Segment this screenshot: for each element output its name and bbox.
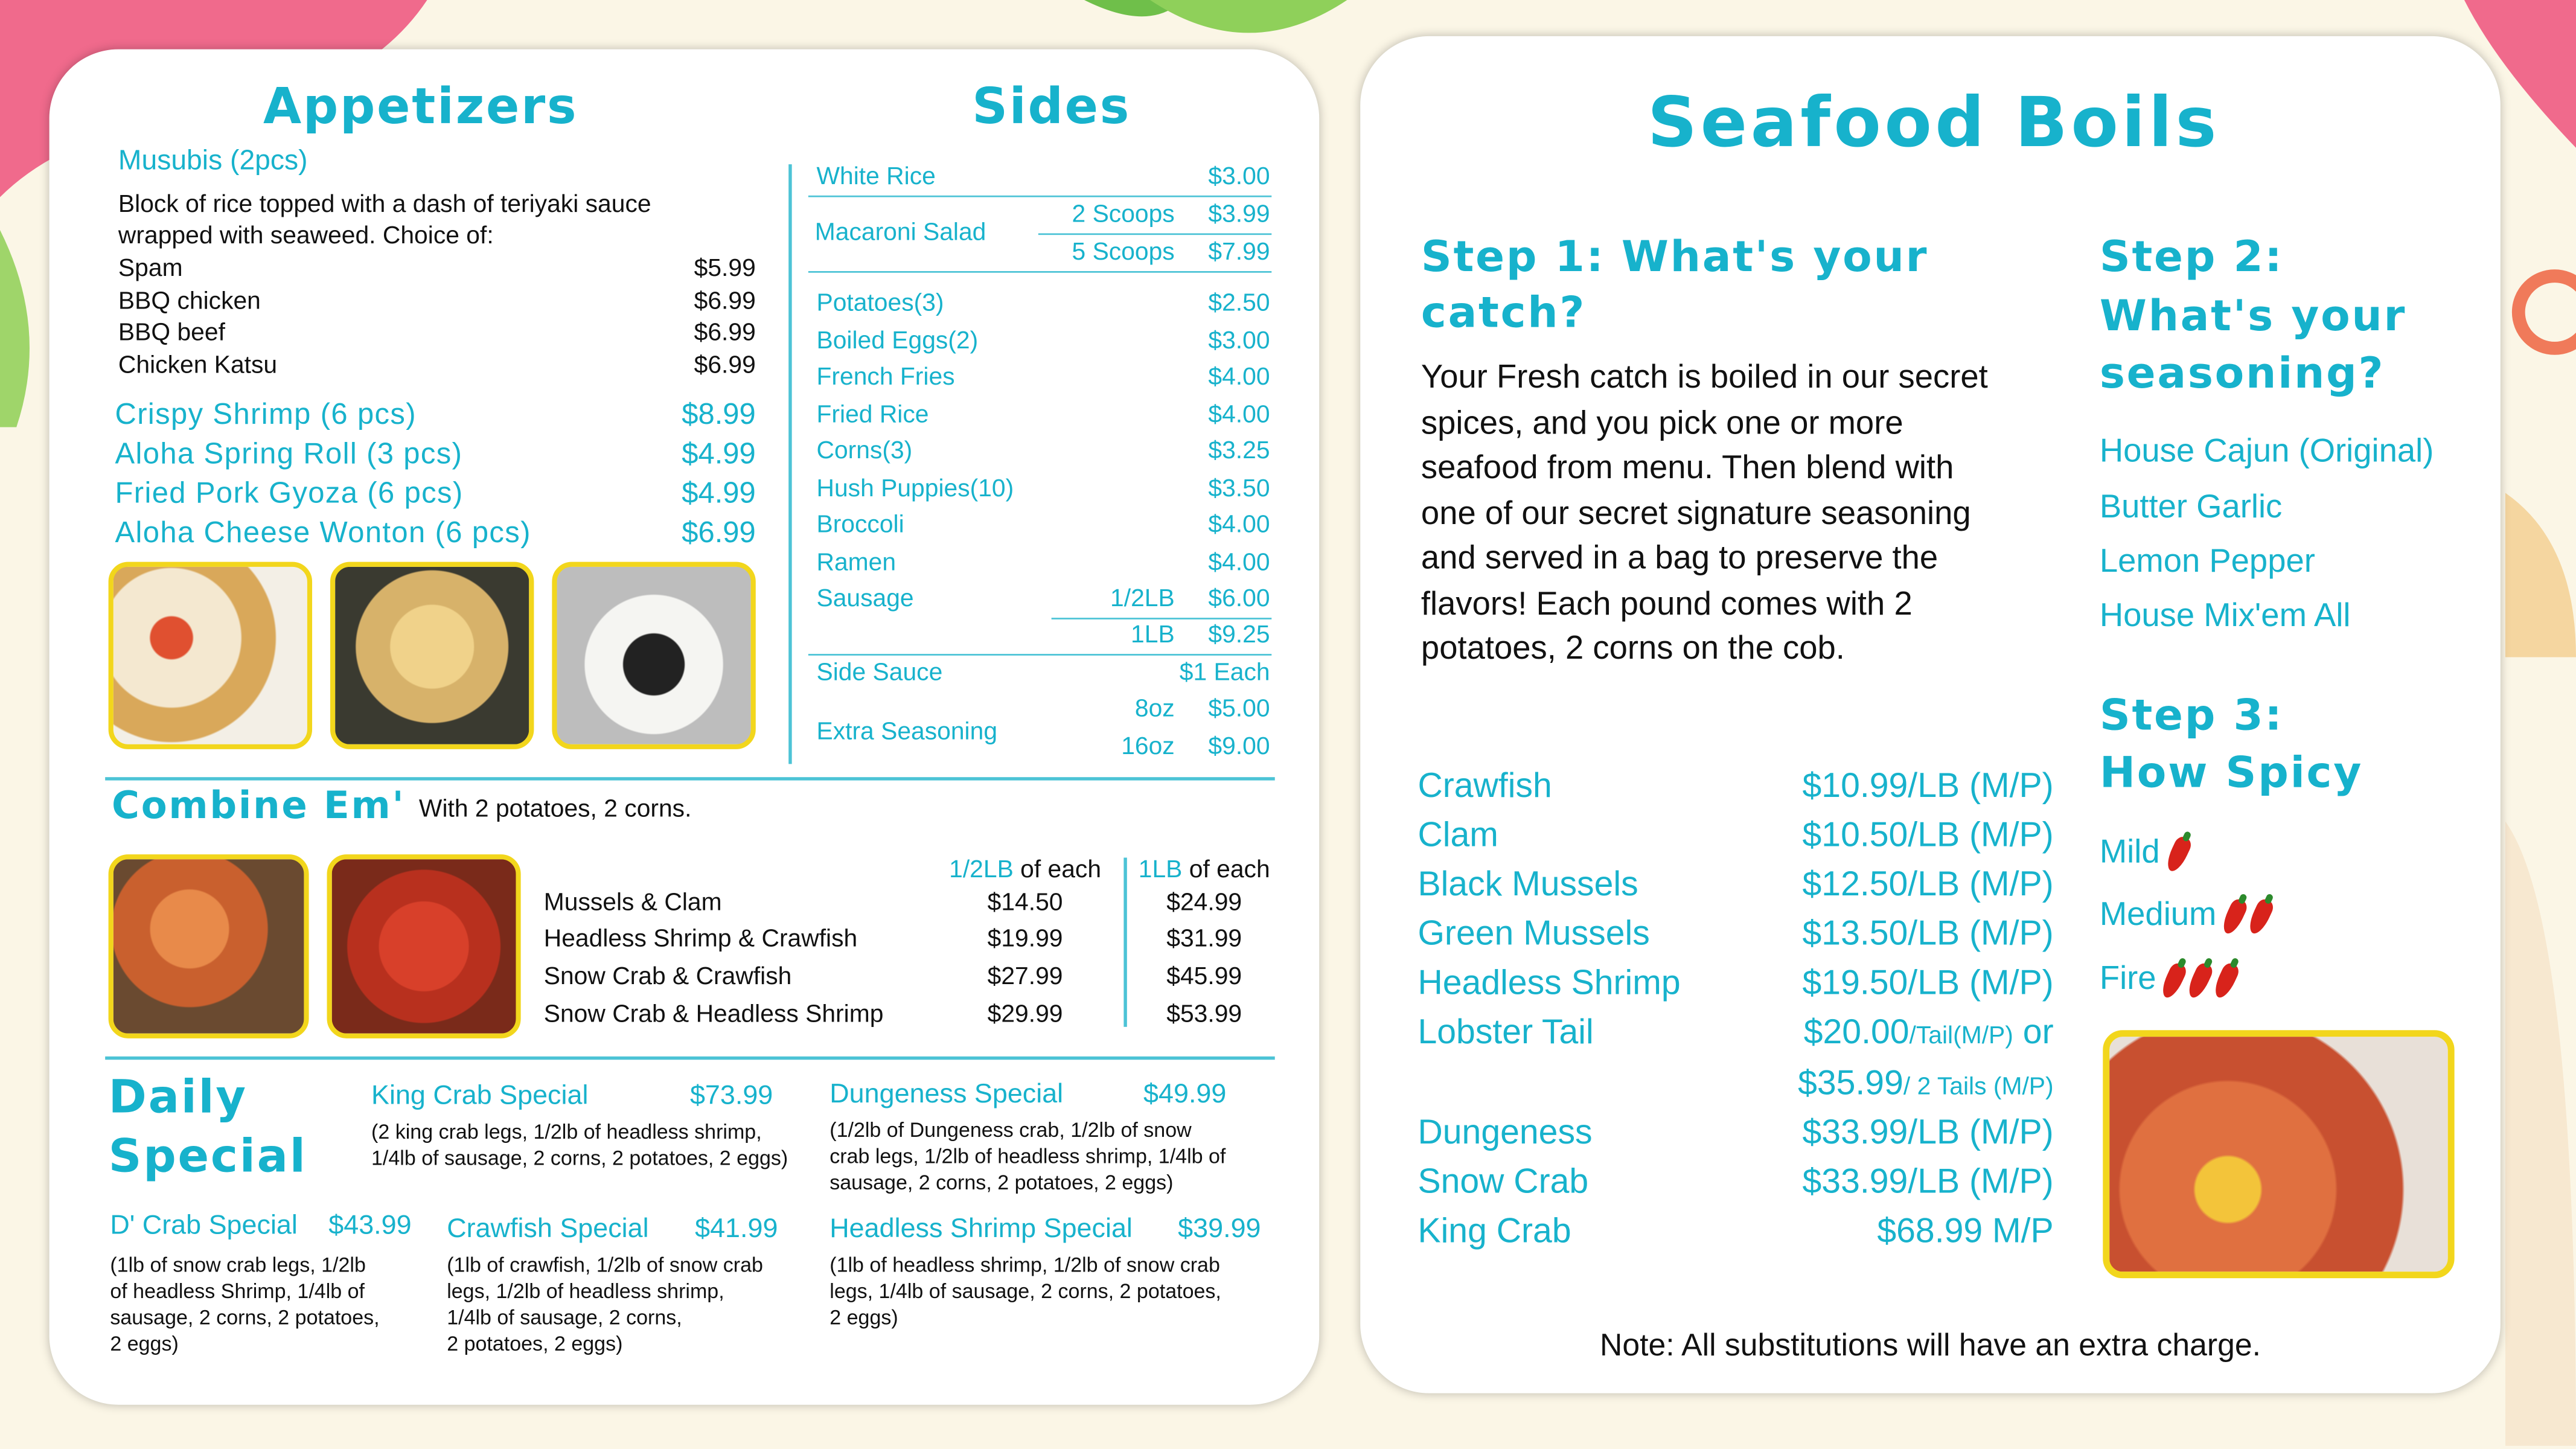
side-name: White Rice — [816, 162, 936, 191]
side-name: Ramen — [816, 548, 896, 577]
side-name: Fried Rice — [816, 400, 929, 429]
side-price: $7.99 — [1208, 238, 1270, 266]
catch-name: Lobster Tail — [1417, 1014, 1594, 1052]
appetizer-name: Aloha Cheese Wonton (6 pcs) — [115, 516, 531, 549]
appetizer-price: $8.99 — [682, 397, 756, 430]
special-desc: (1lb of snow crab legs, 1/2lb — [110, 1253, 366, 1277]
step2-title: Step 2: — [2099, 233, 2284, 283]
price-main: $10.50/LB (M/P) — [1802, 816, 2054, 855]
side-price: $5.00 — [1208, 695, 1270, 723]
catch-price — [1643, 866, 2053, 905]
musubi-name: Musubis (2pcs) — [118, 144, 308, 176]
special-desc: (2 king crab legs, 1/2lb of headless shrimp, — [371, 1120, 762, 1144]
step1-title: Step 1: What's your — [1421, 233, 1929, 283]
combo-half-price: $27.99 — [987, 962, 1063, 991]
spice-level-fire — [2100, 961, 2235, 999]
musubi-choice-price: $6.99 — [694, 287, 756, 316]
price-unit: / 2 Tails (M/P) — [1903, 1073, 2054, 1101]
catch-price — [1643, 1114, 2053, 1153]
catch-name: Crawfish — [1417, 767, 1552, 805]
catch-name: Green Mussels — [1417, 915, 1650, 953]
price-main: $35.99 — [1798, 1064, 1903, 1102]
sides-title: Sides — [972, 78, 1131, 136]
step2-title: What's your — [2099, 292, 2407, 342]
musubi-desc: Block of rice topped with a dash of teriyaki sauce — [118, 190, 651, 219]
side-price: $4.00 — [1208, 363, 1270, 391]
price-main: $13.50/LB (M/P) — [1802, 915, 2054, 953]
one-lb-header — [1139, 856, 1270, 884]
special-name: D' Crab Special — [110, 1211, 298, 1241]
musubi-choice-name: BBQ chicken — [118, 287, 261, 316]
price-main: $33.99/LB (M/P) — [1802, 1114, 2054, 1152]
catch-price — [1643, 1014, 2053, 1053]
special-desc: 2 eggs) — [829, 1306, 898, 1329]
step1-text-line: seafood from menu. Then blend with — [1421, 450, 1954, 487]
side-price: $2.50 — [1208, 289, 1270, 318]
price-main: $12.50/LB (M/P) — [1802, 866, 2054, 904]
sides-divider — [788, 164, 791, 764]
side-option: 5 Scoops — [1072, 238, 1175, 266]
divider — [808, 196, 1271, 197]
combo-name: Headless Shrimp & Crawfish — [543, 925, 858, 953]
divider — [1052, 618, 1272, 619]
special-price: $41.99 — [695, 1214, 778, 1244]
special-desc: 2 potatoes, 2 eggs) — [447, 1332, 623, 1356]
side-option: 2 Scoops — [1072, 200, 1175, 229]
appetizer-name: Crispy Shrimp (6 pcs) — [115, 397, 417, 430]
side-price: $3.50 — [1208, 475, 1270, 503]
appetizer-name: Aloha Spring Roll (3 pcs) — [115, 437, 463, 470]
musubi-choice-name: Chicken Katsu — [118, 351, 278, 380]
side-name: French Fries — [816, 363, 955, 391]
spice-label: Mild — [2099, 834, 2160, 871]
combo-full-price: $24.99 — [1166, 889, 1242, 917]
special-desc: legs, 1/2lb of headless shrimp, — [447, 1279, 724, 1303]
side-price: $4.00 — [1208, 400, 1270, 429]
combo-full-price: $53.99 — [1166, 1000, 1242, 1029]
step1-text-line: and served in a bag to preserve the — [1421, 540, 1938, 577]
side-price: $3.00 — [1208, 162, 1270, 191]
special-price: $43.99 — [328, 1211, 412, 1241]
side-name: Potatoes(3) — [816, 289, 944, 318]
step1-text-line: spices, and you pick one or more — [1421, 405, 1903, 441]
crab-combo-photo — [109, 854, 309, 1038]
musubi-choice-name: BBQ beef — [118, 318, 225, 347]
catch-price — [1643, 1163, 2053, 1203]
side-price: $6.00 — [1208, 584, 1270, 613]
price-main: $10.99/LB (M/P) — [1802, 767, 2054, 805]
combo-half-price: $29.99 — [987, 1000, 1063, 1029]
appetizer-price: $6.99 — [682, 516, 756, 549]
musubi-photo — [552, 562, 755, 749]
musubi-choice-name: Spam — [118, 254, 183, 283]
special-desc: 2 eggs) — [110, 1332, 179, 1356]
chili-pepper-icon — [2185, 961, 2216, 1000]
side-option: 8oz — [1134, 695, 1175, 723]
side-price: $4.00 — [1208, 548, 1270, 577]
combo-full-price: $45.99 — [1166, 962, 1242, 991]
section-divider — [105, 777, 1275, 779]
appetizers-title: Appetizers — [263, 78, 578, 136]
spice-level-mild — [2100, 834, 2186, 872]
combo-name: Snow Crab & Crawfish — [543, 962, 792, 991]
side-name: Boiled Eggs(2) — [816, 327, 979, 355]
side-name: Extra Seasoning — [816, 718, 998, 746]
side-name: Sausage — [816, 584, 914, 613]
special-name: Crawfish Special — [447, 1214, 649, 1244]
catch-name: Dungeness — [1417, 1114, 1593, 1152]
side-option: 1/2LB — [1110, 584, 1175, 613]
combo-full-price: $31.99 — [1166, 925, 1242, 953]
half-lb-header — [949, 856, 1101, 884]
side-price: $3.00 — [1208, 327, 1270, 355]
side-price: $3.25 — [1208, 437, 1270, 465]
side-price: $9.00 — [1208, 732, 1270, 761]
special-desc: (1lb of headless shrimp, 1/2lb of snow crab — [829, 1253, 1220, 1277]
step1-text-line: one of our secret signature seasoning — [1421, 495, 1971, 532]
combine-title: Combine Em' — [112, 785, 406, 828]
catch-name: Headless Shrimp — [1417, 964, 1681, 1002]
special-name: Headless Shrimp Special — [829, 1214, 1133, 1244]
combo-half-price: $19.99 — [987, 925, 1063, 953]
header-size: 1/2LB — [949, 856, 1014, 884]
catch-price — [1643, 1064, 2053, 1104]
combo-half-price: $14.50 — [987, 889, 1063, 917]
appetizer-price: $4.99 — [682, 476, 756, 510]
side-option: 16oz — [1121, 732, 1175, 761]
cheese-wonton-photo — [330, 562, 534, 749]
price-main: $19.50/LB (M/P) — [1802, 964, 2054, 1002]
combo-name: Snow Crab & Headless Shrimp — [543, 1000, 884, 1029]
divider — [808, 271, 1271, 273]
side-name: Corns(3) — [816, 437, 913, 465]
price-suffix: or — [2013, 1014, 2054, 1052]
musubi-choice-price: $6.99 — [694, 318, 756, 347]
side-name: Side Sauce — [816, 659, 943, 687]
side-price: $4.00 — [1208, 511, 1270, 539]
price-unit: /Tail(M/P) — [1909, 1022, 2013, 1050]
catch-price — [1643, 816, 2053, 856]
musubi-choice-price: $6.99 — [694, 351, 756, 380]
combo-name: Mussels & Clam — [543, 889, 722, 917]
musubi-choice-price: $5.99 — [694, 254, 756, 283]
special-desc: (1lb of crawfish, 1/2lb of snow crab — [447, 1253, 763, 1277]
special-desc: of headless Shrimp, 1/4lb of — [110, 1279, 365, 1303]
step2-title: seasoning? — [2099, 350, 2385, 400]
combine-subtitle: With 2 potatoes, 2 corns. — [418, 795, 692, 824]
appetizer-name: Fried Pork Gyoza (6 pcs) — [115, 476, 464, 510]
side-option: 1LB — [1131, 621, 1175, 649]
spice-label: Fire — [2099, 961, 2156, 997]
step3-title: Step 3: — [2099, 691, 2284, 741]
side-name: Macaroni Salad — [814, 218, 986, 247]
seafood-boil-photo — [2103, 1030, 2454, 1278]
daily-title: Daily — [108, 1069, 248, 1124]
catch-price — [1643, 964, 2053, 1003]
price-main: $20.00 — [1803, 1014, 1910, 1052]
price-main: $68.99 M/P — [1877, 1212, 2054, 1250]
seafood-boils-title: Seafood Boils — [1647, 82, 2220, 163]
chili-pepper-icon — [2159, 961, 2190, 1000]
step1-text-line: Your Fresh catch is boiled in our secret — [1421, 359, 1988, 396]
side-name: Hush Puppies(10) — [816, 475, 1014, 503]
spice-label: Medium — [2099, 897, 2217, 933]
divider — [1038, 233, 1271, 235]
catch-name: Black Mussels — [1417, 866, 1638, 904]
step1-text-line: potatoes, 2 corns on the cob. — [1421, 630, 1845, 667]
step3-title: How Spicy — [2099, 749, 2363, 799]
special-price: $39.99 — [1178, 1214, 1261, 1244]
seasoning-option: Lemon Pepper — [2099, 543, 2315, 580]
special-title: Special — [108, 1128, 307, 1183]
musubi-desc: wrapped with seaweed. Choice of: — [118, 222, 494, 250]
seasoning-option: Butter Garlic — [2099, 489, 2283, 526]
combine-divider — [1123, 858, 1126, 1027]
side-price: $9.25 — [1208, 621, 1270, 649]
side-name: Broccoli — [816, 511, 904, 539]
catch-name: Clam — [1417, 816, 1498, 855]
header-label: of each — [1013, 856, 1102, 884]
special-desc: 1/4lb of sausage, 2 corns, 2 potatoes, 2 eggs) — [371, 1147, 788, 1170]
special-price: $73.99 — [689, 1081, 773, 1111]
divider — [808, 654, 1271, 656]
price-main: $33.99/LB (M/P) — [1802, 1163, 2054, 1201]
special-name: King Crab Special — [371, 1081, 589, 1111]
spice-level-medium — [2100, 897, 2269, 935]
side-price: $1 Each — [1179, 659, 1270, 687]
special-desc: 1/4lb of sausage, 2 corns, — [447, 1306, 682, 1329]
special-desc: (1/2lb of Dungeness crab, 1/2lb of snow — [829, 1119, 1192, 1142]
step1-text-line: flavors! Each pound comes with 2 — [1421, 586, 1913, 622]
header-label: of each — [1182, 856, 1270, 884]
catch-name: Snow Crab — [1417, 1163, 1589, 1201]
crawfish-combo-photo — [327, 854, 521, 1038]
special-desc: sausage, 2 corns, 2 potatoes, 2 eggs) — [829, 1171, 1174, 1195]
catch-price — [1643, 767, 2053, 807]
catch-name: King Crab — [1417, 1212, 1571, 1250]
header-size: 1LB — [1138, 856, 1183, 884]
step1-title: catch? — [1421, 289, 1587, 339]
special-price: $49.99 — [1143, 1079, 1227, 1109]
substitution-note: Note: All substitutions will have an extra charge. — [1600, 1329, 2261, 1364]
catch-price — [1643, 915, 2053, 955]
spring-roll-photo — [109, 562, 312, 749]
section-divider — [105, 1057, 1275, 1059]
special-desc: crab legs, 1/2lb of headless shrimp, 1/4lb of — [829, 1145, 1226, 1168]
side-price: $3.99 — [1208, 200, 1270, 229]
seasoning-option: House Mix'em All — [2099, 598, 2351, 635]
seasoning-option: House Cajun (Original) — [2099, 433, 2434, 470]
catch-price — [1643, 1212, 2053, 1252]
chili-pepper-icon — [2219, 897, 2249, 936]
special-desc: legs, 1/4lb of sausage, 2 corns, 2 potatoes, — [829, 1279, 1221, 1303]
special-name: Dungeness Special — [829, 1079, 1064, 1109]
appetizer-price: $4.99 — [682, 437, 756, 470]
special-desc: sausage, 2 corns, 2 potatoes, — [110, 1306, 380, 1329]
